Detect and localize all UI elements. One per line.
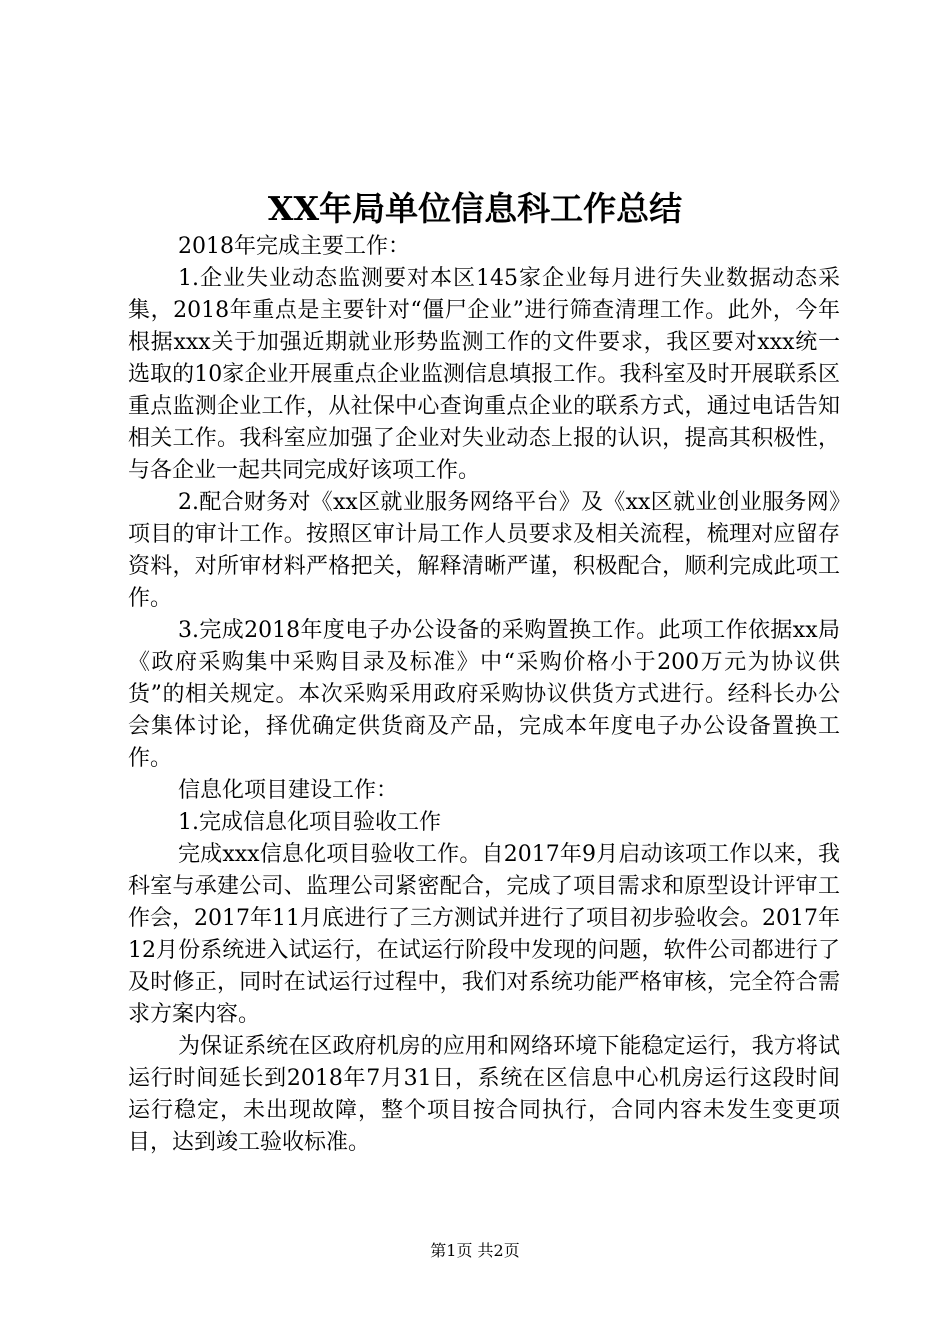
document-body — [128, 231, 840, 1159]
subsection-heading-acceptance: 1.完成信息化项目验收工作 — [178, 810, 441, 835]
paragraph-item-1: 1.企业失业动态监测要对本区145家企业每月进行失业数据动态采集，2018年重点是主要针对“僵尸企业”进行筛查清理工作。此外，今年根据xxx关于加强近期就业形势监测工作的文件要求，我区要对xxx统一选取的10家企业开展重点企业监测信息填报工作。我科室及时开展联系区重点监测企业工作，从社保中心查询重点企业的联系方式，通过电话告知相关工作。我科室应加强了企业对失业动态上报的认识，提高其积极性，与各企业一起共同完成好该项工作。 — [128, 266, 840, 483]
paragraph-item-3: 3.完成2018年度电子办公设备的采购置换工作。此项工作依据xx局《政府采购集中采购目录及标准》中“采购价格小于200万元为协议供货”的相关规定。本次采购采用政府采购协议供货方式进行。经科长办公会集体讨论，择优确定供货商及产品，完成本年度电子办公设备置换工作。 — [128, 618, 840, 771]
section-heading-main-work: 2018年完成主要工作： — [178, 234, 410, 259]
document-title: XX年局单位信息科工作总结 — [267, 189, 683, 228]
page-number-footer: 第1页 共2页 — [430, 1241, 520, 1260]
paragraph-item-2: 2.配合财务对《xx区就业服务网络平台》及《xx区就业创业服务网》项目的审计工作。按照区审计局工作人员要求及相关流程，梳理对应留存资料，对所审材料严格把关，解释清晰严谨，积极配合，顺利完成此项工作。 — [128, 490, 840, 611]
paragraph-acceptance-detail: 完成xxx信息化项目验收工作。自2017年9月启动该项工作以来，我科室与承建公司、监理公司紧密配合，完成了项目需求和原型设计评审工作会，2017年11月底进行了三方测试并进行了项目初步验收会。2017年12月份系统进入试运行，在试运行阶段中发现的问题，软件公司都进行了及时修正，同时在试运行过程中，我们对系统功能严格审核，完全符合需求方案内容。 — [128, 842, 840, 1027]
section-heading-it-projects: 信息化项目建设工作： — [178, 778, 399, 803]
paragraph-trial-run: 为保证系统在区政府机房的应用和网络环境下能稳定运行，我方将试运行时间延长到2018年7月31日，系统在区信息中心机房运行这段时间运行稳定，未出现故障，整个项目按合同执行，合同内容未发生变更项目，达到竣工验收标准。 — [128, 1034, 840, 1155]
